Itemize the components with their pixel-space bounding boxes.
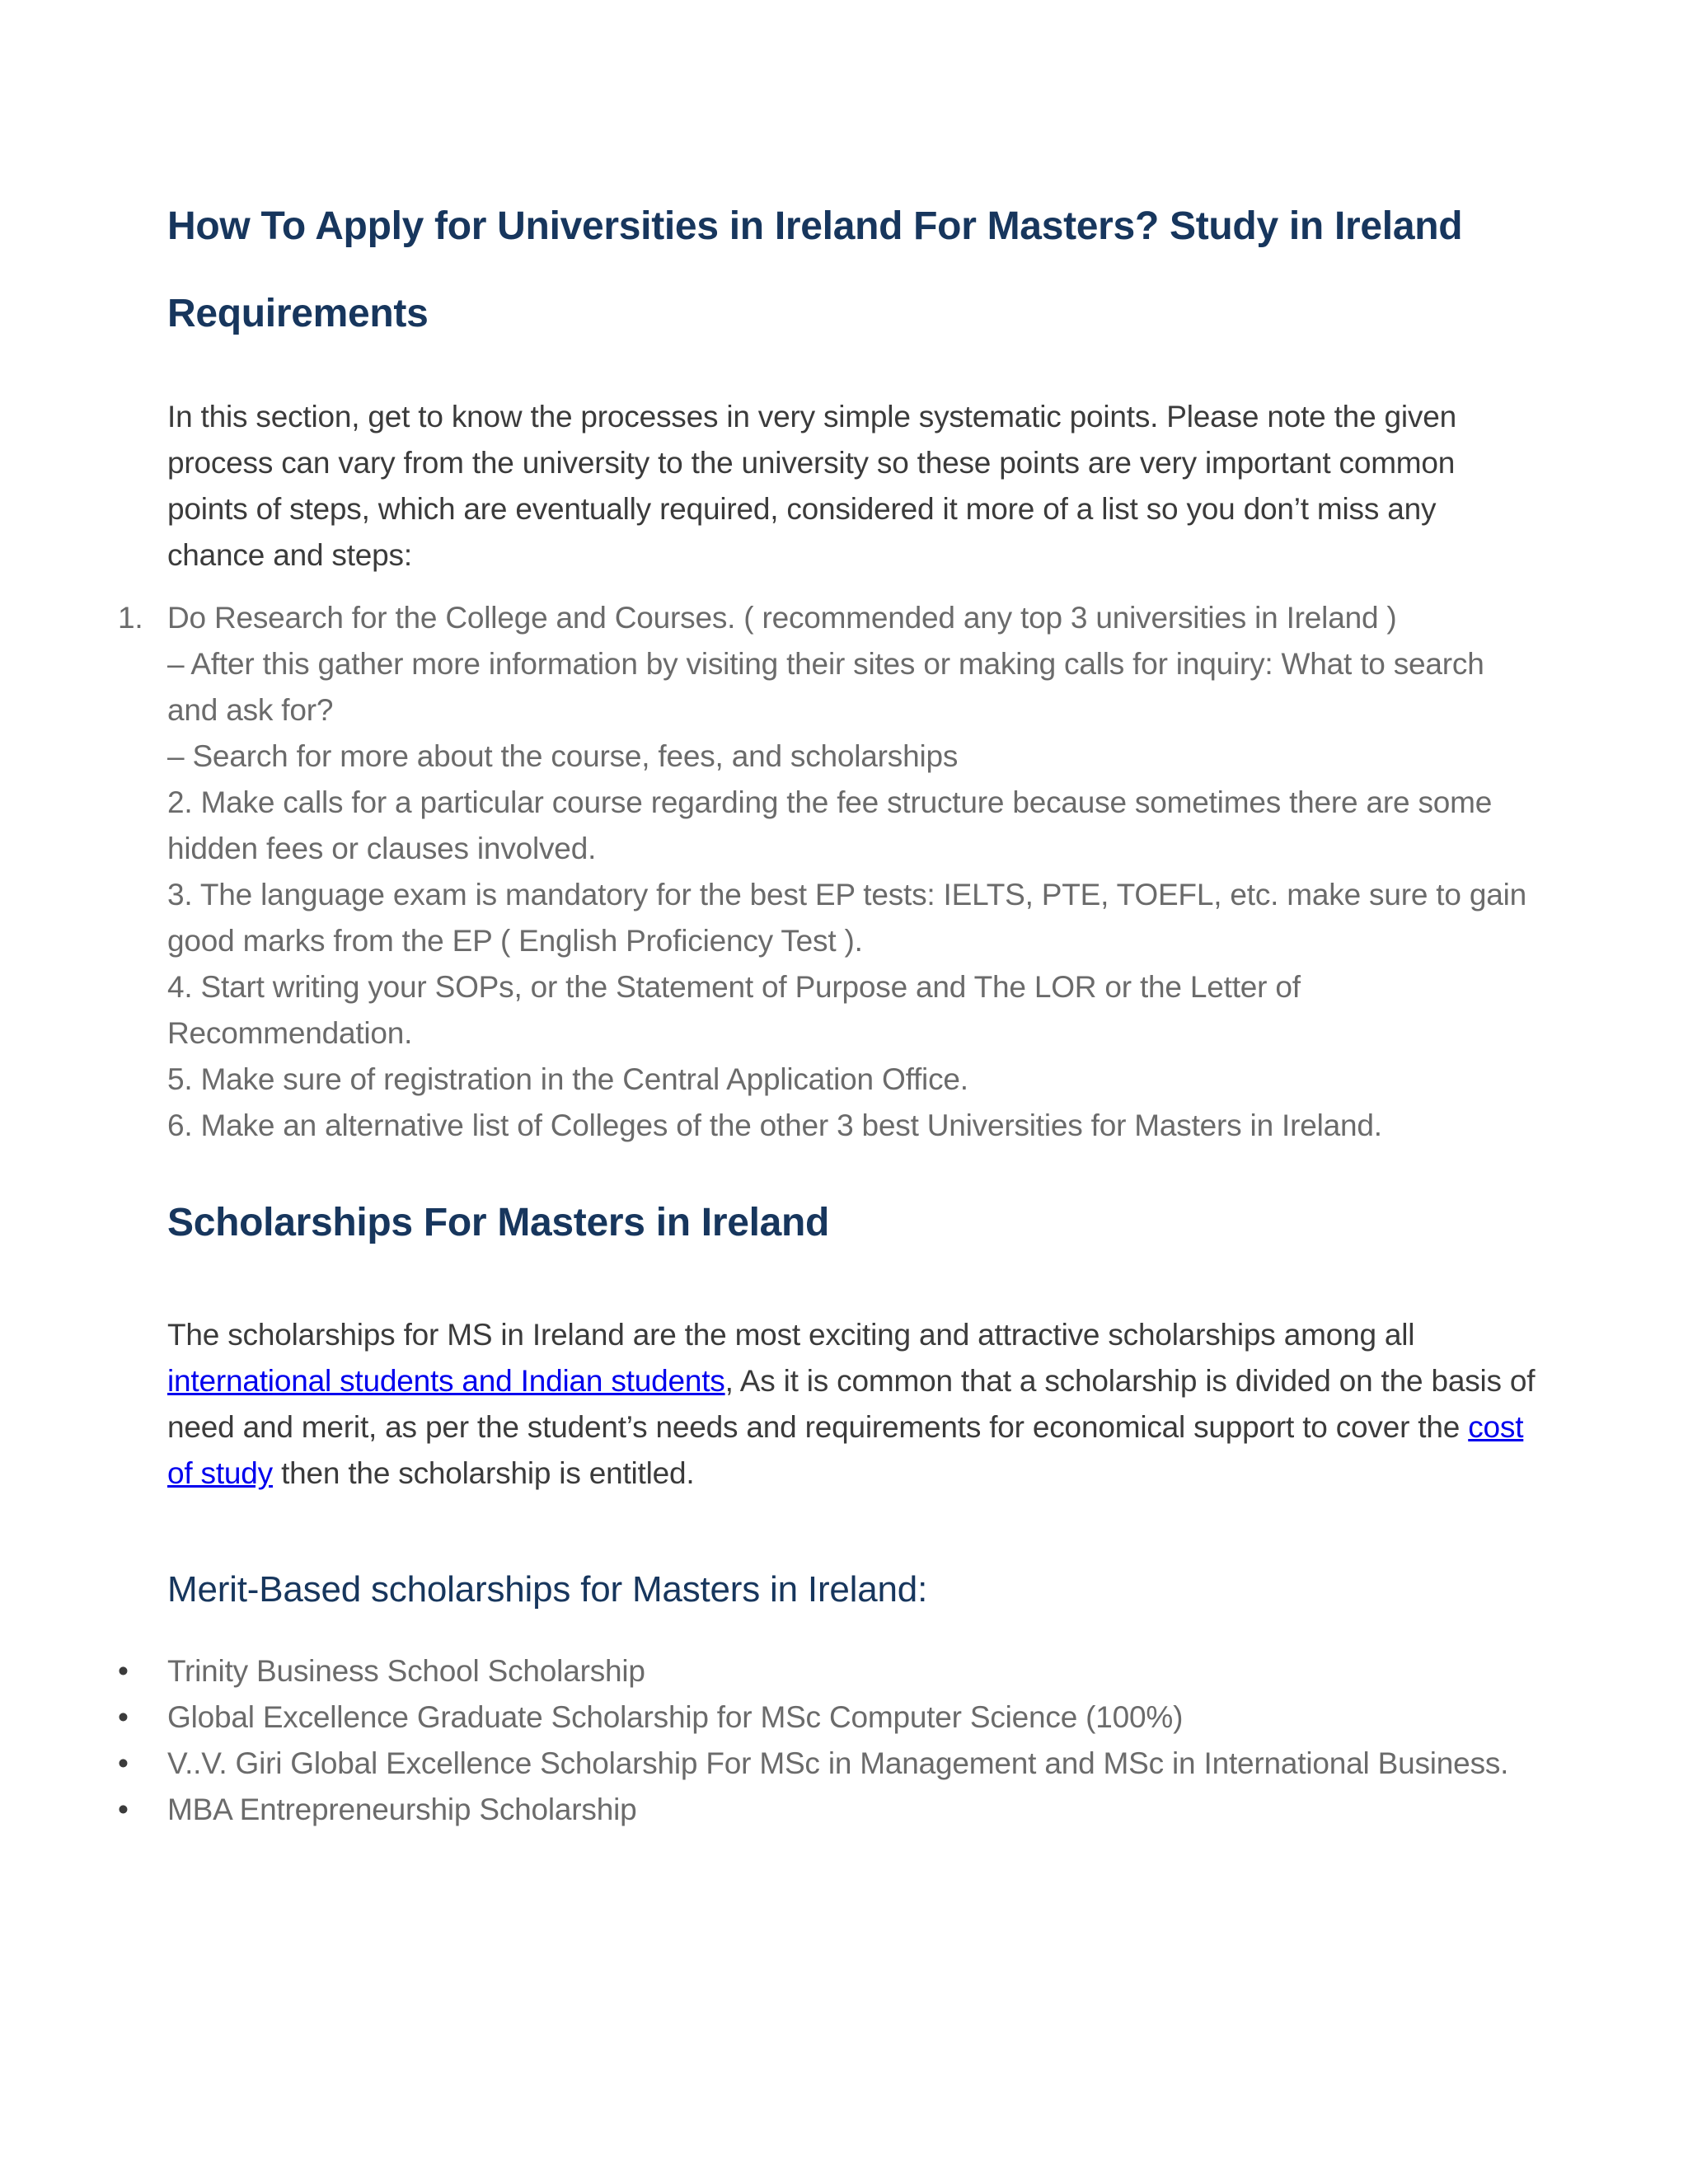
application-steps-list bbox=[118, 595, 1536, 1149]
step-line: 2. Make calls for a particular course regarding the fee structure because sometimes there are some hidden fees or clauses involved. bbox=[167, 785, 1493, 865]
international-students-link[interactable]: international students and Indian students bbox=[167, 1364, 725, 1398]
scholarships-paragraph bbox=[167, 1312, 1536, 1497]
cost-of-study-link[interactable]: cost of study bbox=[167, 1410, 1524, 1490]
scholarships-heading: Scholarships For Masters in Ireland bbox=[167, 1201, 830, 1244]
step-line: Do Research for the College and Courses. ( recommended any top 3 universities in Ireland ) bbox=[167, 601, 1397, 635]
scholarships-text-part2: , As it is common that a scholarship is divided on the basis of need and merit, as per the student’s needs and requirements for economical support to cover the bbox=[167, 1364, 1536, 1444]
step-line: – Search for more about the course, fees, and scholarships bbox=[167, 739, 959, 773]
list-item bbox=[118, 1741, 1536, 1787]
bullet-icon: • bbox=[118, 1793, 129, 1826]
step-line: 3. The language exam is mandatory for the best EP tests: IELTS, PTE, TOEFL, etc. make sure to gain good marks from the EP ( English Proficiency Test ). bbox=[167, 878, 1526, 958]
steps-list-marker: 1. bbox=[118, 601, 143, 635]
scholarships-text-part3: then the scholarship is entitled. bbox=[272, 1456, 695, 1490]
scholarships-text-part1: The scholarships for MS in Ireland are the most exciting and attractive scholarships among all bbox=[167, 1318, 1415, 1352]
step-line: 6. Make an alternative list of Colleges of the other 3 best Universities for Masters in Ireland. bbox=[167, 1108, 1382, 1142]
list-item-text: V..V. Giri Global Excellence Scholarship For MSc in Management and MSc in International Business. bbox=[167, 1746, 1509, 1780]
list-item bbox=[118, 1787, 1536, 1833]
page-title-line1: How To Apply for Universities in Ireland For Masters? Study in Ireland bbox=[167, 204, 1463, 248]
list-item bbox=[118, 1648, 1536, 1694]
list-item-text: Global Excellence Graduate Scholarship for MSc Computer Science (100%) bbox=[167, 1700, 1184, 1734]
list-item-text: MBA Entrepreneurship Scholarship bbox=[167, 1793, 637, 1826]
intro-paragraph: In this section, get to know the processes in very simple systematic points. Please note the given process can vary from the university to the university so these points are very important common points of steps, which are eventually required, considered it more of a list so you don’t miss any chance and steps: bbox=[167, 400, 1456, 572]
merit-scholarships-list bbox=[118, 1648, 1536, 1833]
page-title-line2: Requirements bbox=[167, 292, 429, 335]
bullet-icon: • bbox=[118, 1700, 129, 1734]
list-item bbox=[118, 1694, 1536, 1741]
document-content bbox=[118, 183, 1536, 1833]
step-line: 5. Make sure of registration in the Central Application Office. bbox=[167, 1062, 968, 1096]
merit-scholarships-heading: Merit-Based scholarships for Masters in Ireland: bbox=[167, 1569, 928, 1610]
list-item-text: Trinity Business School Scholarship bbox=[167, 1654, 645, 1688]
step-line: 4. Start writing your SOPs, or the Statement of Purpose and The LOR or the Letter of Recommendation. bbox=[167, 970, 1301, 1050]
bullet-icon: • bbox=[118, 1746, 129, 1780]
bullet-icon: • bbox=[118, 1654, 129, 1688]
page-title bbox=[167, 183, 1536, 358]
step-line: – After this gather more information by visiting their sites or making calls for inquiry: What to search and ask for? bbox=[167, 647, 1484, 727]
